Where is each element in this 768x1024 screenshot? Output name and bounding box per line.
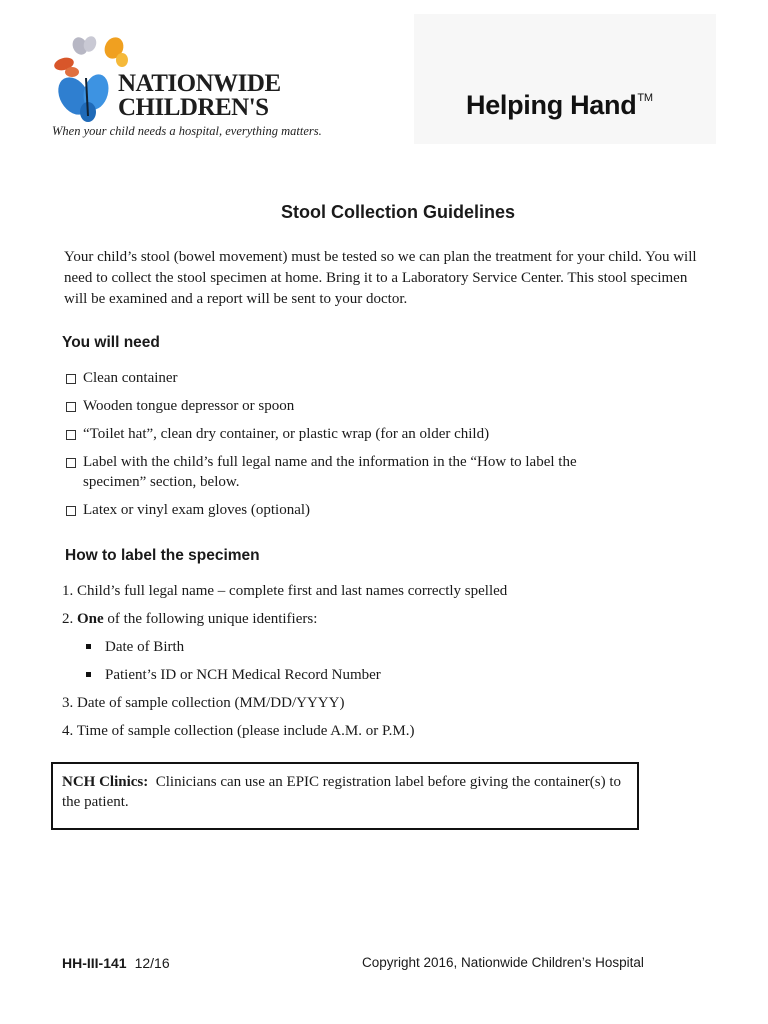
copyright-notice: Copyright 2016, Nationwide Children’s Hospital	[362, 955, 644, 970]
checklist-item-text: Wooden tongue depressor or spoon	[83, 398, 295, 414]
checklist-item	[64, 424, 684, 444]
clinic-note-box	[51, 762, 639, 830]
step-2-text: of the following unique identifiers:	[103, 611, 318, 627]
logo-line-2: CHILDREN'S	[118, 94, 269, 121]
identifier-list	[62, 637, 702, 685]
intro-paragraph: Your child’s stool (bowel movement) must be tested so we can plan the treatment for your child. You will need to collect the stool specimen at home. Bring it to a Laboratory Service Center. This stool specimen will be examined and a report will be sent to your doctor.	[64, 249, 697, 307]
clinic-note-label: NCH Clinics:	[62, 774, 149, 790]
document-title: Stool Collection Guidelines	[280, 202, 516, 222]
trademark-mark: TM	[637, 92, 653, 104]
identifier-text: Date of Birth	[105, 639, 185, 655]
checkbox-icon	[66, 374, 76, 384]
document-code	[62, 955, 170, 971]
checklist-item	[64, 368, 684, 388]
checkbox-icon	[66, 458, 76, 468]
step-2-prefix: 2.	[62, 611, 77, 627]
document-number: HH-III-141	[62, 955, 127, 971]
checkbox-icon	[66, 402, 76, 412]
revision-date: 12/16	[134, 955, 170, 971]
checklist-item-text: Label with the child’s full legal name and the information in the “How to label the specimen” section, below.	[83, 454, 577, 490]
square-bullet-icon	[86, 672, 91, 677]
checkbox-icon	[66, 506, 76, 516]
identifier-item	[62, 665, 702, 685]
square-bullet-icon	[86, 644, 91, 649]
clinic-note-text: Clinicians can use an EPIC registration label before giving the container(s) to the patient.	[62, 774, 622, 810]
checklist-item-text: “Toilet hat”, clean dry container, or plastic wrap (for an older child)	[83, 426, 490, 442]
step-2	[62, 609, 702, 685]
supplies-checklist	[64, 368, 684, 528]
checklist-item	[64, 396, 684, 416]
checkbox-icon	[66, 430, 76, 440]
step-3: 3. Date of sample collection (MM/DD/YYYY)	[62, 695, 345, 711]
logo-line-1: NATIONWIDE	[118, 70, 281, 97]
brand-box	[414, 14, 716, 144]
identifier-item	[62, 637, 702, 657]
checklist-item	[64, 500, 684, 520]
checklist-item-text: Clean container	[83, 370, 178, 386]
checklist-item	[64, 452, 684, 492]
identifier-text: Patient’s ID or NCH Medical Record Number	[105, 667, 381, 683]
labeling-steps	[62, 581, 702, 749]
brand-name: Helping Hand	[466, 90, 637, 120]
hospital-logo	[50, 34, 340, 144]
logo-name	[118, 72, 281, 120]
checklist-item-text: Latex or vinyl exam gloves (optional)	[83, 502, 311, 518]
section-heading-how-to-label: How to label the specimen	[65, 547, 260, 564]
step-2-emphasis: One	[77, 611, 104, 627]
logo-tagline: When your child needs a hospital, everything matters.	[52, 124, 322, 138]
brand-title	[466, 90, 653, 121]
step-1: 1. Child’s full legal name – complete first and last names correctly spelled	[62, 583, 508, 599]
step-4: 4. Time of sample collection (please include A.M. or P.M.)	[62, 723, 415, 739]
section-heading-you-will-need: You will need	[62, 334, 160, 351]
